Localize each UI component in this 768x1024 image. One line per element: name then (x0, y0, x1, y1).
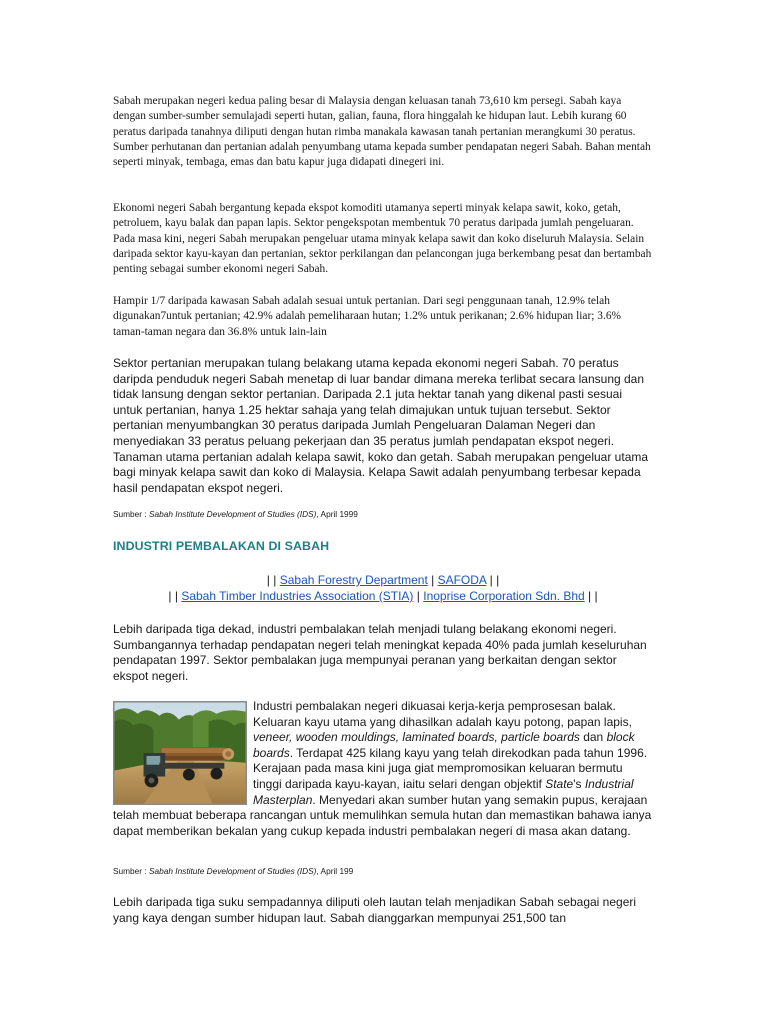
source-citation-2: Sumber : Sabah Institute Development of Studies (IDS), April 199 (113, 866, 354, 876)
marine-paragraph: Lebih daripada tiga suku sempadannya diliputi oleh lautan telah menjadikan Sabah sebagai negeri yang kaya dengan sumber hidupan laut. Sabah dianggarkan mempunyai 251,500 tan (113, 895, 637, 925)
source-name: Sabah Institute Development of Studies (IDS) (148, 509, 317, 519)
link-inoprise[interactable]: Inoprise Corporation Sdn. Bhd (423, 589, 585, 603)
agriculture-paragraph: Sektor pertanian merupakan tulang belakang utama kepada ekonomi negeri Sabah. 70 peratus daripda penduduk negeri Sabah menetap di luar bandar dimana mereka terlibat secara lansung dan tidak lansung dengan sektor pertanian. Daripada 2.1 juta hektar tanah yang dikenal pasti sesuai untuk pertanian, hanya 1.25 hektar sahaja yang telah dimajukan untuk tujuan tersebut. Sektor pertanian menyumbangkan 30 peratus daripada Jumlah Pengeluaran Dalaman Negeri dan menyediakan 33 peratus peluang pekerjaan dan 35 peratus jumlah pendapatan ekspot negeri. Tanaman utama pertanian adalah kelapa sawit, koko dan getah. Sabah merupakan pengeluar utama bagi minyak kelapa sawit dan koko di Malaysia. Kelapa Sawit adalah penyumbang terbesar kepada hasil pendapatan ekspot negeri. (113, 356, 649, 495)
source-name: Sabah Institute Development of Studies (IDS) (148, 866, 317, 876)
link-bar (113, 572, 653, 604)
source-citation-1: Sumber : Sabah Institute Development of Studies (IDS), April 1999 (113, 509, 358, 519)
intro-paragraph-2: Ekonomi negeri Sabah bergantung kepada ekspot komoditi utamanya seperti minyak kelapa sawit, koko, getah, petroluem, kayu balak dan papan lapis. Sektor pengekspotan membentuk 70 peratus daripada jumlah pengeluaran. Pada masa kini, negeri Sabah merupakan pengeluar utama minyak kelapa sawit dan koko diseluruh Malaysia. Selain daripada sektor kayu-kayan dan pertanian, sektor perkilangan dan pelancongan juga berkembang pesat dan bertambah penting sebagai sumber ekonomi negeri Sabah. (113, 202, 652, 276)
link-sabah-forestry[interactable]: Sabah Forestry Department (279, 573, 428, 587)
section-heading: INDUSTRI PEMBALAKAN DI SABAH (113, 539, 330, 553)
link-stia[interactable]: Sabah Timber Industries Association (STIA) (181, 589, 414, 603)
intro-paragraph-3: Hampir 1/7 daripada kawasan Sabah adalah sesuai untuk pertanian. Dari segi penggunaan tanah, 12.9% telah digunakan7untuk pertanian; 42.9% adalah pemeliharaan hutan; 1.2% untuk perikanan; 2.6% hidupan liar; 3.6% taman-taman negara dan 36.8% untuk lain-lain (113, 295, 622, 338)
link-row-2: | | Sabah Timber Industries Association (STIA) | Inoprise Corporation Sdn. Bhd | | (168, 589, 598, 603)
intro-paragraph-1: Sabah merupakan negeri kedua paling besar di Malaysia dengan keluasan tanah 73,610 km persegi. Sabah kaya dengan sumber-sumber semulajadi seperti hutan, galian, fauna, flora hinggalah ke hidupan laut. Lebih kurang 60 peratus daripada tanahnya diliputi dengan hutan rimba manakala kawasan tanah pertanian merangkumi 30 peratus. Sumber perhutanan dan pertanian adalah penyumbang utama kepada sumber pendapatan negeri Sabah. Bahan mentah seperti minyak, tembaga, emas dan batu kapur juga didapati dinegeri ini. (113, 95, 651, 169)
logging-paragraph-1: Lebih daripada tiga dekad, industri pembalakan telah menjadi tulang belakang ekonomi negeri. Sumbangannya terhadap pendapatan negeri telah meningkat kepada 40% pada jumlah keseluruhan pendapatan 1997. Sektor pembalakan juga mempunyai peranan yang berkaitan dengan sektor ekspot negeri. (113, 622, 647, 683)
link-safoda[interactable]: SAFODA (437, 573, 487, 587)
link-row-1: | | Sabah Forestry Department | SAFODA | | (266, 573, 500, 587)
logging-truck-photo (113, 701, 247, 805)
logging-paragraph-2: Industri pembalakan negeri dikuasai kerja-kerja pemprosesan balak. Keluaran kayu utama yang dihasilkan adalah kayu potong, papan lapis, veneer, wooden mouldings, laminated boards, particle boards dan block boards. Terdapat 425 kilang kayu yang telah direkodkan pada tahun 1996. Kerajaan pada masa kini juga giat mempromosikan keluaran bermutu tinggi daripada kayu-kayan, iaitu selari dengan objektif State's Industrial Masterplan. Menyedari akan sumber hutan yang semakin pupus, kerajaan telah membuat beberapa rancangan untuk memulihkan semula hutan dan memastikan bahawa ianya dapat memberikan bekalan yang cukup kepada industri pembalakan negeri di masa akan datang. (113, 699, 652, 838)
